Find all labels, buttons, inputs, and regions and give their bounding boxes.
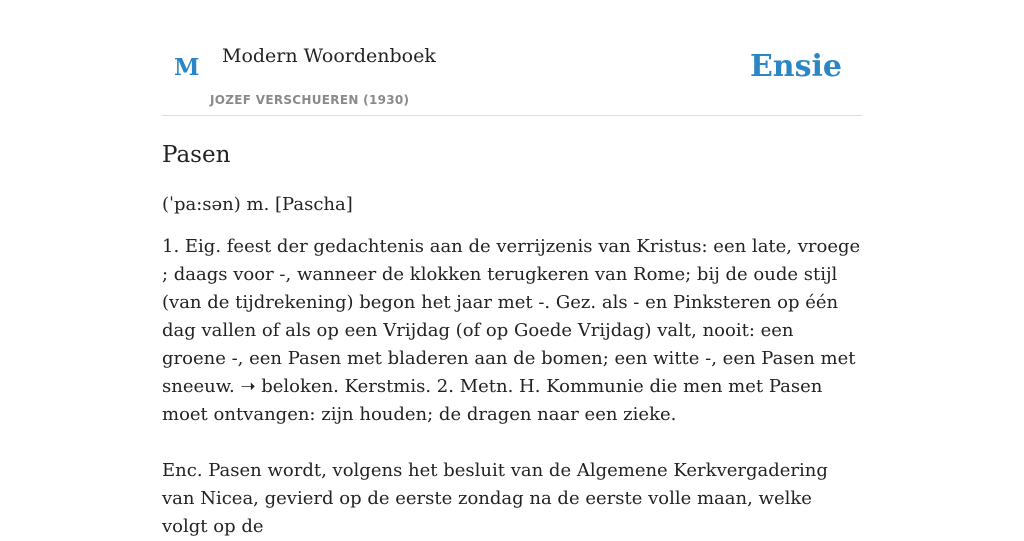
brand-logo[interactable]: Ensie (749, 49, 842, 84)
book-title[interactable]: Modern Woordenboek (222, 45, 436, 67)
header (162, 0, 862, 116)
dictionary-logo[interactable]: M (174, 54, 200, 81)
entry-pronunciation: (ˈpa:sən) m. [Pascha] (162, 193, 353, 215)
entry-encyclopedic: Enc. Pasen wordt, volgens het besluit van de Algemene Kerkvergadering van Nicea, gevierd op de eerste zondag na de eerste volle maan, welke volgt op de (162, 459, 828, 537)
book-author: JOZEF VERSCHUEREN (1930) (210, 93, 410, 107)
page (162, 0, 862, 541)
entry-definition: 1. Eig. feest der gedachtenis aan de verrijzenis van Kristus: een late, vroege ; daags voor -, wanneer de klokken terugkeren van Rome; bij de oude stijl (van de tijdrekening) begon het jaar met -. Gez. als - en Pinksteren op één dag vallen of als op een Vrijdag (of op Goede Vrijdag) valt, nooit: een groene -, een Pasen met bladeren aan de bomen; een witte -, een Pasen met sneeuw. ➝ beloken. Kerstmis. 2. Metn. H. Kommunie die men met Pasen moet ontvangen: zijn houden; de dragen naar een zieke. (162, 235, 861, 425)
entry-title: Pasen (162, 142, 231, 168)
